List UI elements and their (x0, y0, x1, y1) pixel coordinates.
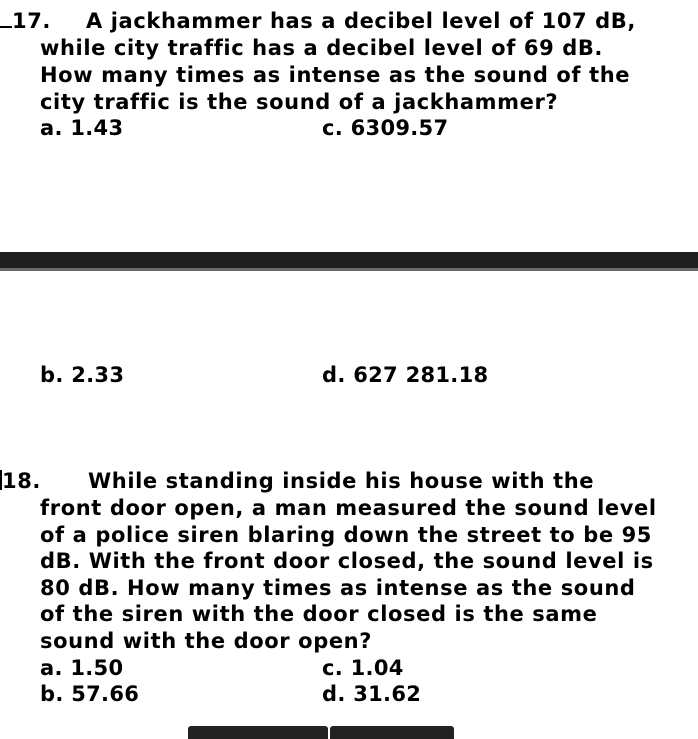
question-18-option-d[interactable]: d. 31.62 (322, 682, 422, 706)
question-17-number: 17. (12, 9, 52, 33)
question-17-line-1: A jackhammer has a decibel level of 107 dB, (86, 9, 636, 33)
question-18-line-4: dB. With the front door closed, the sound level is (40, 549, 654, 573)
bottom-tab-left[interactable] (188, 726, 328, 739)
answer-blank[interactable] (0, 8, 12, 28)
question-18-option-b[interactable]: b. 57.66 (40, 682, 140, 706)
question-17-line-2: while city traffic has a decibel level of 69 dB. (40, 36, 604, 60)
question-17-line-4: city traffic is the sound of a jackhammer? (40, 90, 559, 114)
page-divider-band (0, 252, 698, 268)
question-17-number-row (0, 8, 51, 35)
question-18-line-1: While standing inside his house with the (88, 469, 595, 493)
question-18-line-2: front door open, a man measured the sound level (40, 496, 657, 520)
bottom-tab-right[interactable] (330, 726, 454, 739)
question-17-option-a[interactable]: a. 1.43 (40, 116, 124, 140)
question-18-line-5: 80 dB. How many times as intense as the sound (40, 576, 636, 600)
question-17-option-c[interactable]: c. 6309.57 (322, 116, 449, 140)
page-divider-shadow (0, 268, 698, 271)
question-18-number-row (0, 468, 41, 495)
question-17-option-d[interactable]: d. 627 281.18 (322, 363, 489, 387)
question-18-option-a[interactable]: a. 1.50 (40, 656, 124, 680)
question-18-line-3: of a police siren blaring down the street to be 95 (40, 523, 653, 547)
question-18-line-7: sound with the door open? (40, 629, 372, 653)
question-17-option-b[interactable]: b. 2.33 (40, 363, 125, 387)
question-18-line-6: of the siren with the door closed is the same (40, 602, 598, 626)
question-17-line-3: How many times as intense as the sound of the (40, 63, 631, 87)
question-18-number: 18. (2, 469, 42, 493)
question-18-option-c[interactable]: c. 1.04 (322, 656, 404, 680)
